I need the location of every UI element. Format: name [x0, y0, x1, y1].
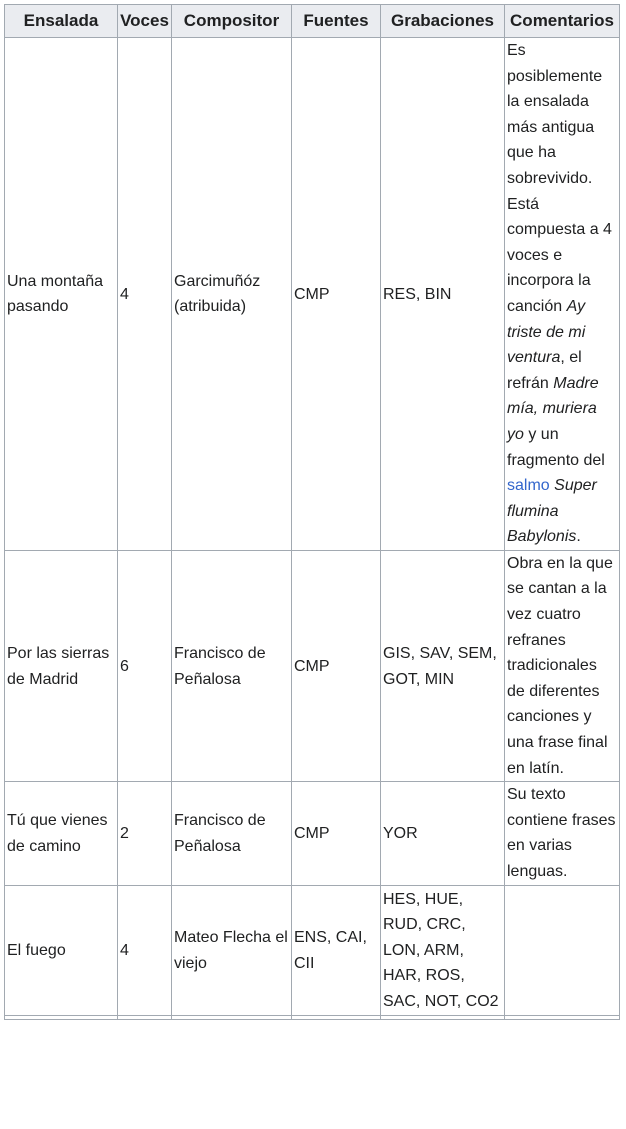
- proverb-title: Madre mía, muriera yo: [507, 374, 599, 443]
- cell-voces: 2: [118, 782, 172, 885]
- cell-comentarios: Obra en la que se cantan a la vez cuatro refranes tradicionales de diferentes canciones y una frase final en latín.: [505, 550, 620, 781]
- table-row: [5, 38, 620, 551]
- cell-voces: 6: [118, 550, 172, 781]
- psalm-title: Super flumina Babylonis: [507, 477, 597, 546]
- cell-ensalada: Por las sierras de Madrid: [5, 550, 118, 781]
- comment-text: .: [576, 528, 581, 546]
- cell-fuentes: ENS, CAI, CII: [292, 885, 381, 1015]
- cell-compositor: Mateo Flecha el viejo: [172, 885, 292, 1015]
- table-row: [5, 782, 620, 885]
- cell-ensalada: Tú que vienes de camino: [5, 782, 118, 885]
- cell-ensalada: Una montaña pasando: [5, 38, 118, 551]
- table-row: [5, 885, 620, 1015]
- ensaladas-table: [4, 4, 620, 1020]
- song-title: Ay triste de mi ventura: [507, 297, 586, 367]
- cell-grabaciones: RES, BIN: [381, 38, 505, 551]
- column-header-comentarios[interactable]: Comentarios: [505, 5, 620, 38]
- cell-fuentes: CMP: [292, 782, 381, 885]
- cell-fuentes: CMP: [292, 38, 381, 551]
- column-header-voces[interactable]: Voces: [118, 5, 172, 38]
- comment-text: y un fragmento del: [507, 425, 605, 469]
- comment-text: Es posiblemente la ensalada más antigua que ha sobrevivido. Está compuesta a 4 voces e incorpora la canción: [507, 42, 612, 315]
- cell-compositor: Francisco de Peñalosa: [172, 550, 292, 781]
- column-header-compositor[interactable]: Compositor: [172, 5, 292, 38]
- cell-fuentes: CMP: [292, 550, 381, 781]
- column-header-ensalada[interactable]: Ensalada: [5, 5, 118, 38]
- column-header-grabaciones[interactable]: Grabaciones: [381, 5, 505, 38]
- cell-voces: 4: [118, 885, 172, 1015]
- column-header-fuentes[interactable]: Fuentes: [292, 5, 381, 38]
- cell-empty: [381, 1015, 505, 1019]
- header-row: [5, 5, 620, 38]
- comment-text: , el refrán: [507, 349, 582, 392]
- cell-empty: [5, 1015, 118, 1019]
- cell-comentarios: Su texto contiene frases en varias lenguas.: [505, 782, 620, 885]
- cell-grabaciones: HES, HUE, RUD, CRC, LON, ARM, HAR, ROS, SAC, NOT, CO2: [381, 885, 505, 1015]
- cell-voces: 4: [118, 38, 172, 551]
- cell-empty: [292, 1015, 381, 1019]
- table-row-partial: [5, 1015, 620, 1019]
- cell-comentarios: [505, 885, 620, 1015]
- cell-compositor: Francisco de Peñalosa: [172, 782, 292, 885]
- salmo-link[interactable]: salmo: [507, 477, 550, 495]
- cell-grabaciones: YOR: [381, 782, 505, 885]
- cell-empty: [505, 1015, 620, 1019]
- cell-grabaciones: GIS, SAV, SEM, GOT, MIN: [381, 550, 505, 781]
- cell-comentarios: [505, 38, 620, 551]
- table-row: [5, 550, 620, 781]
- cell-empty: [118, 1015, 172, 1019]
- cell-empty: [172, 1015, 292, 1019]
- cell-ensalada: El fuego: [5, 885, 118, 1015]
- cell-compositor: Garcimuñóz (atribuida): [172, 38, 292, 551]
